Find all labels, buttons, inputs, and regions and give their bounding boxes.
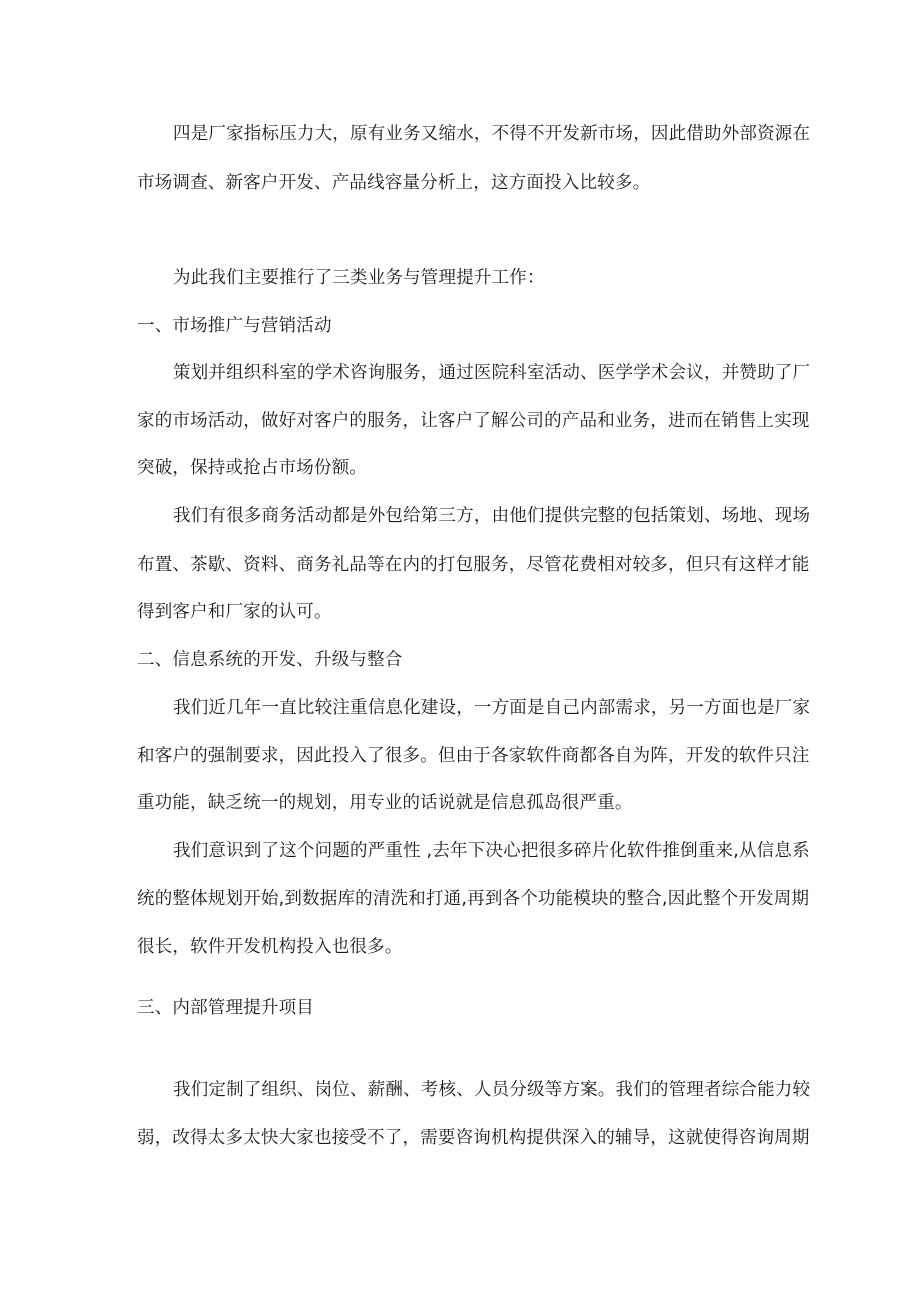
section-2-para-2-line-2: 统的整体规划开始,到数据库的清洗和打通,再到各个功能模块的整合,因此整个开发周期: [137, 889, 810, 909]
section-2-para-1-line-1: 我们近几年一直比较注重信息化建设，一方面是自己内部需求，另一方面也是厂家: [173, 698, 811, 718]
section-2-heading: 二、信息系统的开发、升级与整合: [137, 650, 403, 670]
section-1-para-2-line-3: 得到客户和厂家的认可。: [137, 602, 332, 622]
section-1-para-2-line-1: 我们有很多商务活动都是外包给第三方，由他们提供完整的包括策划、场地、现场: [173, 506, 811, 526]
section-3-para-1-line-2: 弱，改得太多太快大家也接受不了，需要咨询机构提供深入的辅导，这就使得咨询周期: [137, 1128, 810, 1148]
paragraph-1-line-1: 四是厂家指标压力大，原有业务又缩水，不得不开发新市场，因此借助外部资源在: [173, 124, 811, 144]
section-2-para-2-line-1: 我们意识到了这个问题的严重性 ,去年下决心把很多碎片化软件推倒重来,从信息系: [173, 841, 810, 861]
section-3-para-1-line-1: 我们定制了组织、岗位、薪酬、考核、人员分级等方案。我们的管理者综合能力较: [173, 1080, 811, 1100]
section-1-para-2-line-2: 布置、茶歇、资料、商务礼品等在内的打包服务，尽管花费相对较多，但只有这样才能: [137, 555, 810, 575]
section-2-para-1-line-2: 和客户的强制要求，因此投入了很多。但由于各家软件商都各自为阵，开发的软件只注: [137, 746, 810, 766]
section-1-heading: 一、市场推广与营销活动: [137, 316, 332, 336]
section-3-heading: 三、内部管理提升项目: [137, 998, 314, 1018]
paragraph-1-line-2: 市场调查、新客户开发、产品线容量分析上，这方面投入比较多。: [137, 173, 651, 193]
section-1-para-1-line-2: 家的市场活动，做好对客户的服务，让客户了解公司的产品和业务，进而在销售上实现: [137, 411, 810, 431]
section-2-para-1-line-3: 重功能，缺乏统一的规划，用专业的话说就是信息孤岛很严重。: [137, 793, 633, 813]
section-2-para-2-line-3: 很长，软件开发机构投入也很多。: [137, 937, 403, 957]
intro-line: 为此我们主要推行了三类业务与管理提升工作：: [173, 268, 545, 288]
section-1-para-1-line-3: 突破，保持或抢占市场份额。: [137, 458, 368, 478]
section-1-para-1-line-1: 策划并组织科室的学术咨询服务，通过医院科室活动、医学学术会议，并赞助了厂: [173, 363, 811, 383]
